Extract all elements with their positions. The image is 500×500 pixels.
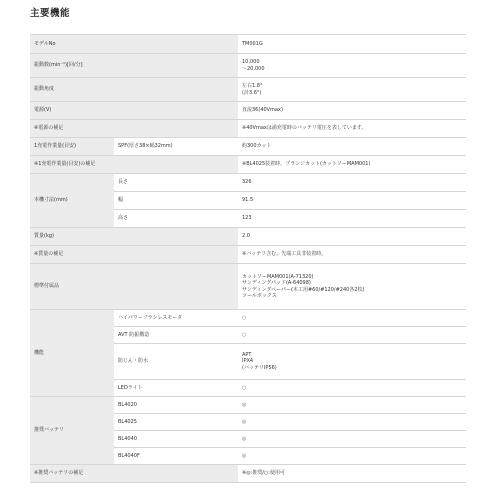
- row-label: 振動角度: [30, 78, 238, 102]
- table-row: [30, 264, 466, 310]
- row-sublabel: 高さ: [114, 210, 238, 228]
- table-row: [30, 228, 466, 246]
- row-sublabel: BL4025: [114, 414, 238, 431]
- row-value: ◎: [238, 414, 466, 431]
- row-label: ※電源の補足: [30, 120, 238, 138]
- row-value: ※◎:推奨/○:使用可: [238, 465, 466, 483]
- row-value: ○: [238, 310, 466, 327]
- table-row: [30, 54, 466, 78]
- row-label: 振動数(min⁻¹)[回/分]: [30, 54, 238, 78]
- row-value: ※BL4025装着時。プランジカット(カットソーMAM001): [238, 156, 466, 174]
- row-label: 標準付属品: [30, 264, 238, 310]
- table-row: [30, 310, 466, 327]
- table-row: [30, 102, 466, 120]
- spec-table: [30, 34, 466, 483]
- row-value: ○: [238, 380, 466, 397]
- row-label: 本機寸法(mm): [30, 174, 114, 228]
- row-sublabel: AVT 防振構造: [114, 327, 238, 344]
- table-row: [30, 465, 466, 483]
- row-label: ※推奨バッテリの補足: [30, 465, 238, 483]
- row-value: ※バッテリ含む。先端工具非装着時。: [238, 246, 466, 264]
- row-value: 123: [238, 210, 466, 228]
- table-row: [30, 397, 466, 414]
- row-label: 推奨バッテリ: [30, 397, 114, 465]
- table-row: [30, 78, 466, 102]
- table-row: [30, 35, 466, 54]
- row-sublabel: 防じん・防水: [114, 344, 238, 380]
- row-label: モデルNo: [30, 35, 238, 54]
- table-row: [30, 120, 466, 138]
- row-value: 約300カット: [238, 138, 466, 156]
- row-label: ※1充電作業量(目安)の補足: [30, 156, 238, 174]
- table-row: [30, 156, 466, 174]
- row-value: ◎: [238, 397, 466, 414]
- row-value: 2.0: [238, 228, 466, 246]
- row-value: ◎: [238, 448, 466, 465]
- row-label: 1充電作業量(目安): [30, 138, 114, 156]
- row-sublabel: BL4040: [114, 431, 238, 448]
- row-value: ◎: [238, 431, 466, 448]
- table-row: [30, 138, 466, 156]
- row-label: 機能: [30, 310, 114, 397]
- row-label: 電源(V): [30, 102, 238, 120]
- row-sublabel: SPF(厚さ38×幅32mm): [114, 138, 238, 156]
- row-value: カットソーMAM001(A-71320) サンディングパッド(A-64098) サンディングペーパー(木工用#60/#120/#240各2枚) ツールボックス: [238, 264, 466, 310]
- page-title: 主要機能: [30, 8, 71, 19]
- row-value: 直流36(40Vmax): [238, 102, 466, 120]
- row-value: 326: [238, 174, 466, 192]
- row-value: ※40Vmaxは満充電時のバッテリ電圧を表しています。: [238, 120, 466, 138]
- row-sublabel: LEDライト: [114, 380, 238, 397]
- row-sublabel: 長さ: [114, 174, 238, 192]
- row-value: 左右1.8° (計3.6°): [238, 78, 466, 102]
- row-sublabel: 幅: [114, 192, 238, 210]
- table-row: [30, 174, 466, 192]
- row-value: ○: [238, 327, 466, 344]
- row-label: 質量(kg): [30, 228, 238, 246]
- table-row: [30, 246, 466, 264]
- row-sublabel: ハイパワーブラシレスモータ: [114, 310, 238, 327]
- row-label: ※質量の補足: [30, 246, 238, 264]
- row-value: APT IPX4 (バッテリIP56): [238, 344, 466, 380]
- row-value: 10,000 ～20,000: [238, 54, 466, 78]
- row-sublabel: BL4020: [114, 397, 238, 414]
- row-sublabel: BL4040F: [114, 448, 238, 465]
- row-value: TM001G: [238, 35, 466, 54]
- row-value: 91.5: [238, 192, 466, 210]
